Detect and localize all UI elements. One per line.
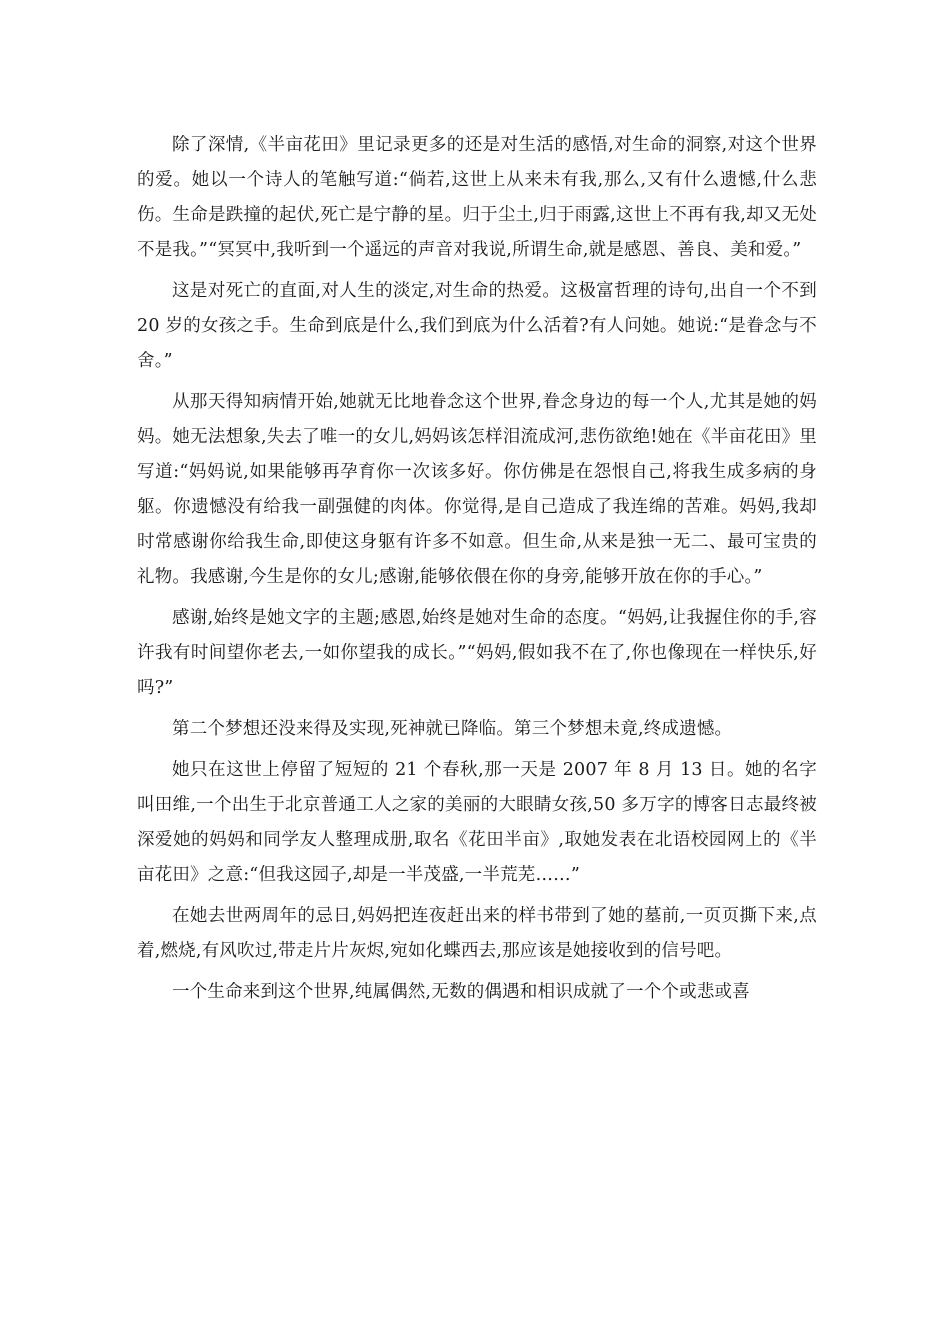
body-text [137,128,817,1016]
paragraph-4: 感谢,始终是她文字的主题;感恩,始终是她对生命的态度。“妈妈,让我握住你的手,容许我有时间望你老去,一如你望我的成长。”“妈妈,假如我不在了,你也像现在一样快乐,好吗?” [137,608,817,698]
paragraph-2: 这是对死亡的直面,对人生的淡定,对生命的热爱。这极富哲理的诗句,出自一个不到 20 岁的女孩之手。生命到底是什么,我们到底为什么活着?有人问她。她说:“是眷念与不舍。” [137,281,817,371]
paragraph-1: 除了深情,《半亩花田》里记录更多的还是对生活的感悟,对生命的洞察,对这个世界的爱。她以一个诗人的笔触写道:“倘若,这世上从来未有我,那么,又有什么遗憾,什么悲伤。生命是跌撞的起伏,死亡是宁静的星。归于尘土,归于雨露,这世上不再有我,却又无处不是我。”“冥冥中,我听到一个遥远的声音对我说,所谓生命,就是感恩、善良、美和爱。” [137,135,817,260]
paragraph-7: 在她去世两周年的忌日,妈妈把连夜赶出来的样书带到了她的墓前,一页页撕下来,点着,燃烧,有风吹过,带走片片灰烬,宛如化蝶西去,那应该是她接收到的信号吧。 [137,906,817,961]
paragraph-6: 她只在这世上停留了短短的 21 个春秋,那一天是 2007 年 8 月 13 日。她的名字叫田维,一个出生于北京普通工人之家的美丽的大眼睛女孩,50 多万字的博客日志最终被深爱她的妈妈和同学友人整理成册,取名《花田半亩》,取她发表在北语校园网上的《半亩花田》之意:“但我这园子,却是一半茂盛,一半荒芜……” [137,760,817,885]
paragraph-3: 从那天得知病情开始,她就无比地眷念这个世界,眷念身边的每一个人,尤其是她的妈妈。她无法想象,失去了唯一的女儿,妈妈该怎样泪流成河,悲伤欲绝!她在《半亩花田》里写道:“妈妈说,如果能够再孕育你一次该多好。你仿佛是在怨恨自己,将我生成多病的身躯。你遗憾没有给我一副强健的肉体。你觉得,是自己造成了我连绵的苦难。妈妈,我却时常感谢你给我生命,即使这身躯有许多不如意。但生命,从来是独一无二、最可宝贵的礼物。我感谢,今生是你的女儿;感谢,能够依偎在你的身旁,能够开放在你的手心。” [137,392,817,587]
paragraph-5: 第二个梦想还没来得及实现,死神就已降临。第三个梦想未竟,终成遗憾。 [172,719,733,739]
paragraph-8: 一个生命来到这个世界,纯属偶然,无数的偶遇和相识成就了一个个或悲或喜 [172,982,750,1002]
